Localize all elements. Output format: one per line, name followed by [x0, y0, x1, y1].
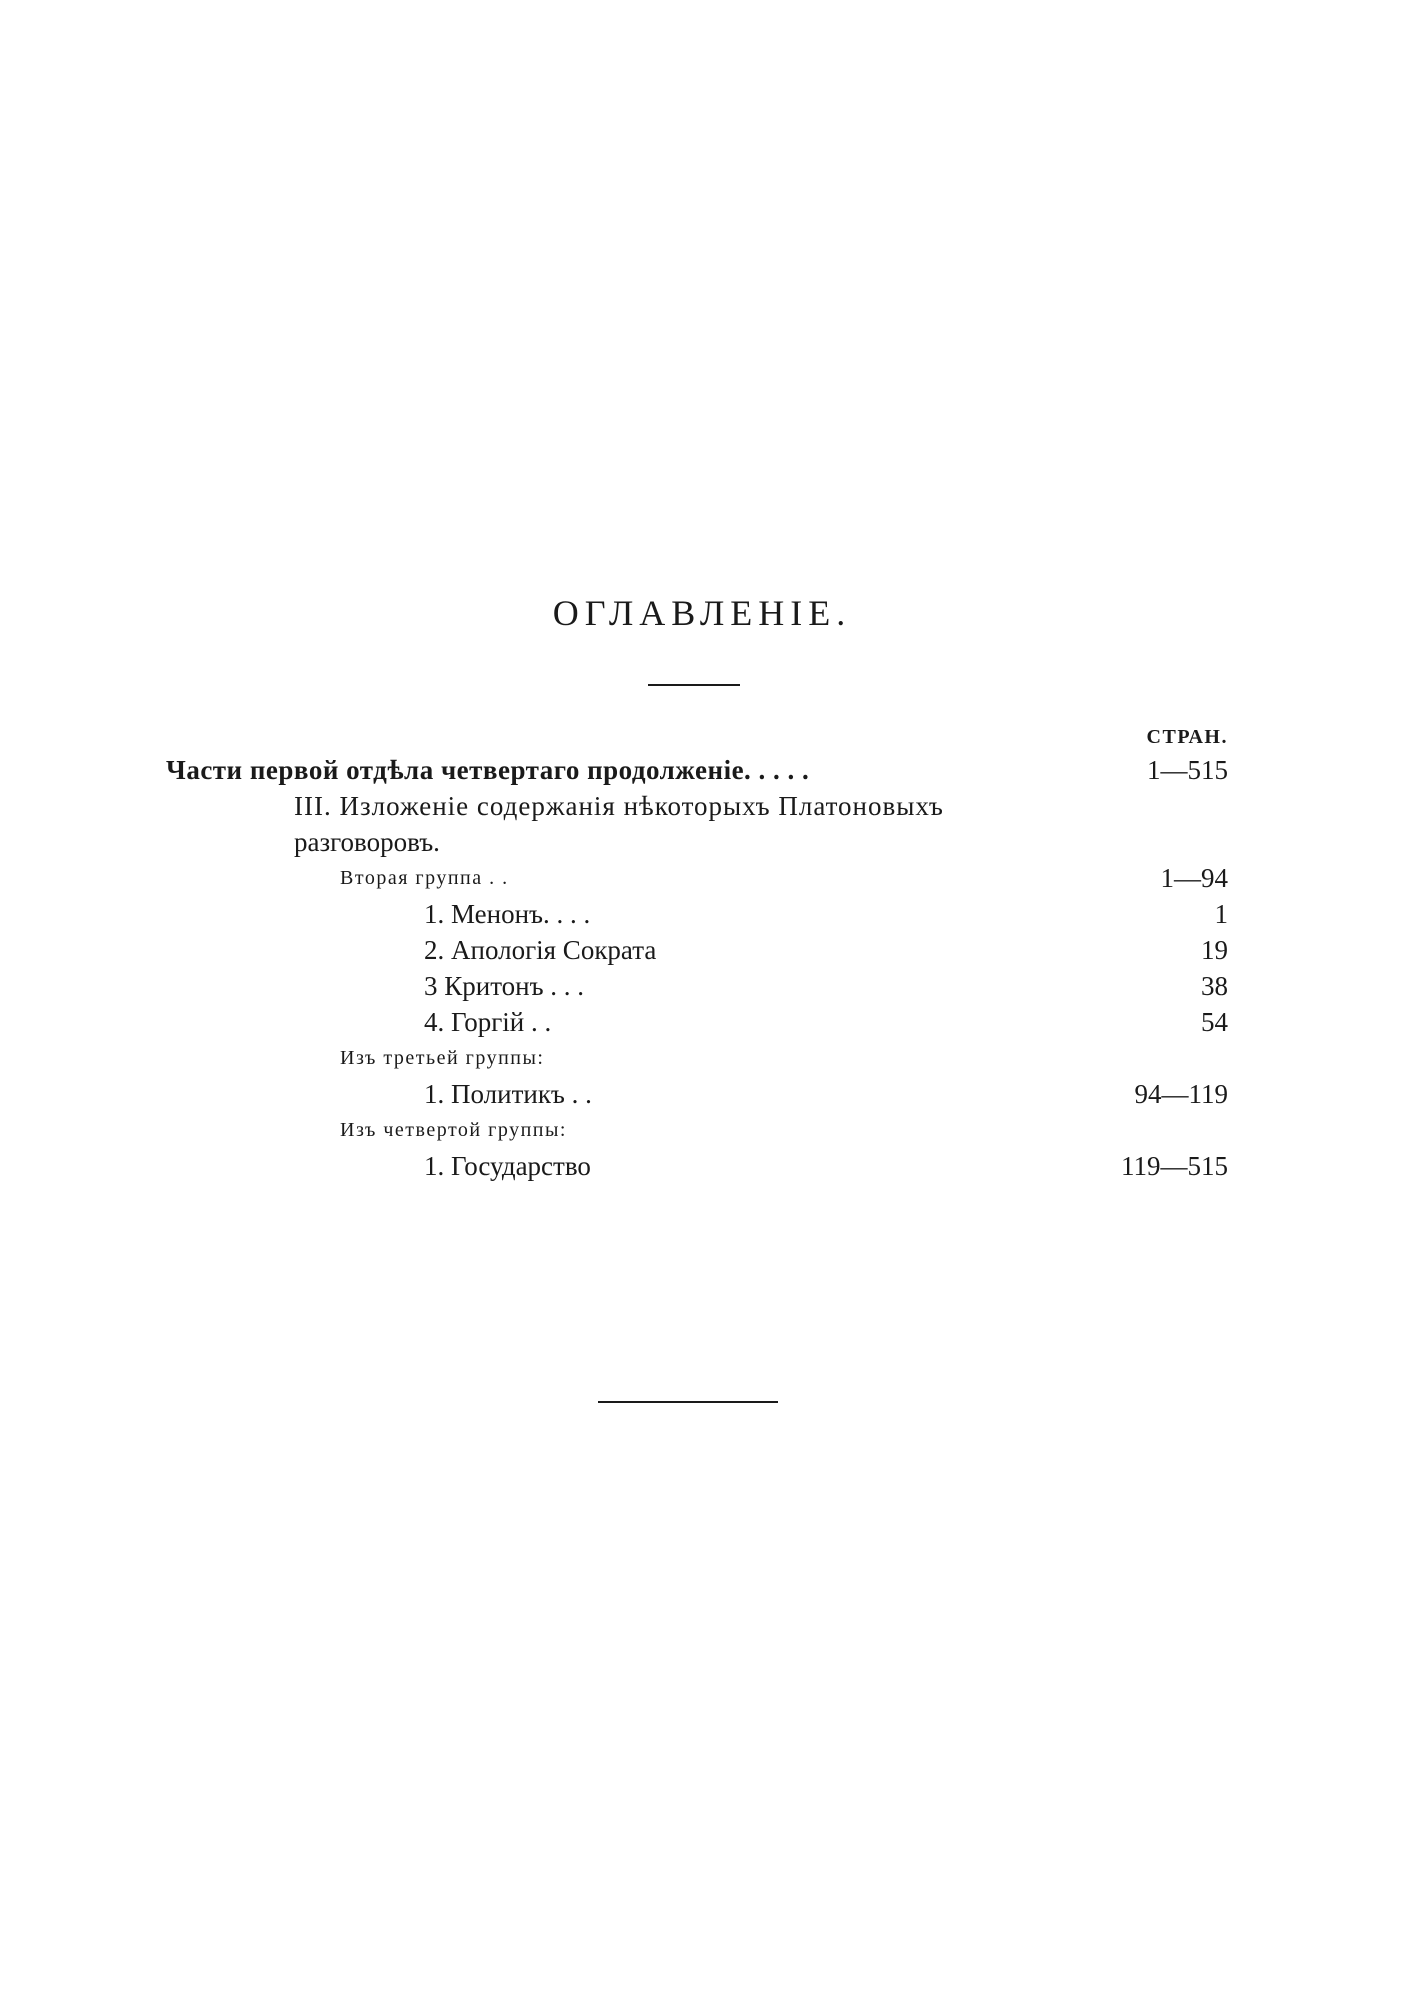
toc-entry-dialogue: 1. Политикъ . . [424, 1079, 592, 1109]
toc-entry-part: Части первой отдѣла четвертаго продолженіе. . . . . [166, 755, 810, 785]
toc-page-number: 1—515 [1147, 755, 1228, 785]
toc-entry-section: III. Изложеніе содержанія нѣкоторыхъ Платоновыхъ [294, 791, 944, 821]
toc-entry-dialogue: 3 Критонъ . . . [424, 971, 585, 1001]
toc-page-number: 94—119 [1134, 1079, 1228, 1109]
toc-page-number: 119—515 [1121, 1151, 1228, 1181]
toc-entry-dialogue: 1. Государство [424, 1151, 591, 1181]
toc-entry-section-cont: разговоровъ. [294, 827, 440, 857]
toc-entry-dialogue: 4. Горгій . . [424, 1007, 552, 1037]
toc-entry-group: Вторая группа . . [340, 867, 509, 889]
toc-entry-group: Изъ четвертой группы: [340, 1119, 567, 1141]
toc-page-number: 19 [1201, 935, 1228, 965]
toc-page-number: 1 [1214, 899, 1228, 929]
page-title: ОГЛАВЛЕНІЕ. [552, 593, 852, 633]
toc-page-number: 1—94 [1160, 863, 1228, 893]
toc-entry-dialogue: 2. Апологія Сократа [424, 935, 657, 965]
toc-entry-dialogue: 1. Менонъ. . . . [424, 899, 591, 929]
end-divider [598, 1401, 778, 1403]
page-column-label: СТРАН. [1146, 726, 1228, 748]
toc-entry-group: Изъ третьей группы: [340, 1047, 545, 1069]
toc-page-number: 38 [1201, 971, 1228, 1001]
toc-page-number: 54 [1201, 1007, 1228, 1037]
title-divider [648, 684, 740, 686]
